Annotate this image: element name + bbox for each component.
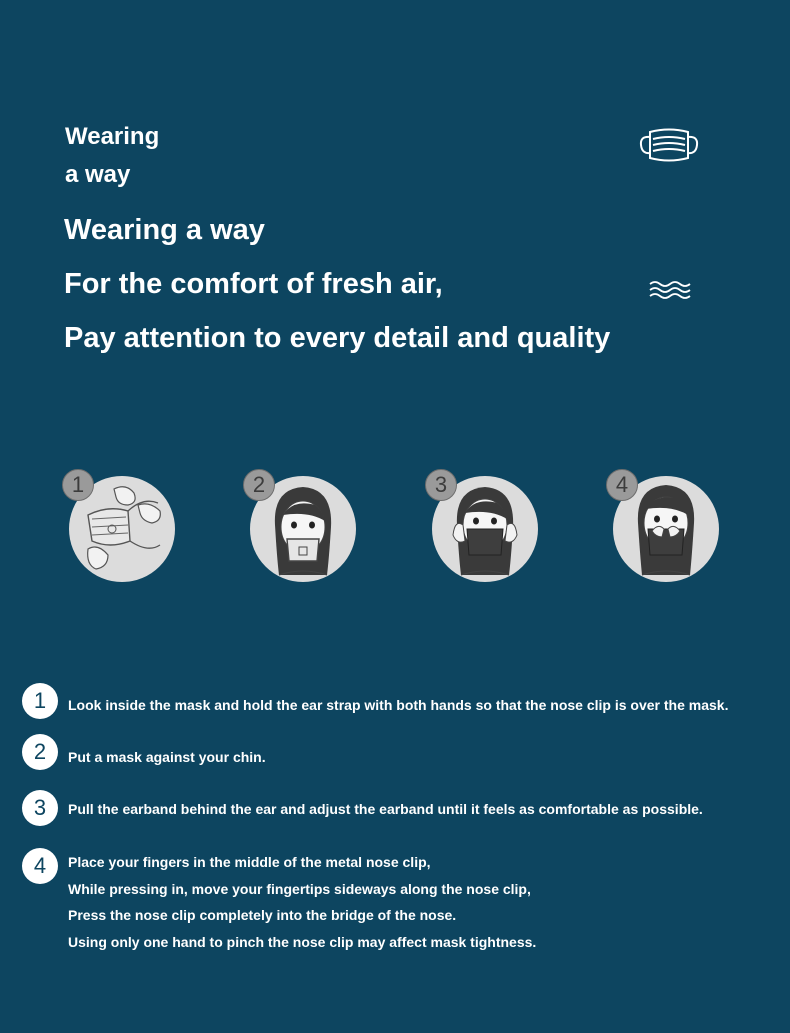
step-text <box>68 744 266 771</box>
step-figure-number: 3 <box>425 469 457 501</box>
step-text-line: Look inside the mask and hold the ear strap with both hands so that the nose clip is over the mask. <box>68 697 729 713</box>
step-figure-3 <box>431 472 539 583</box>
step-number-badge: 2 <box>22 734 58 770</box>
face-mask-icon <box>638 126 700 164</box>
step-figure-1 <box>68 472 176 583</box>
step-text <box>68 849 536 955</box>
step-text-line: Put a mask against your chin. <box>68 749 266 765</box>
step-number-badge: 4 <box>22 848 58 884</box>
headline-wearing: Wearing a way <box>64 214 265 246</box>
step-number-badge: 3 <box>22 790 58 826</box>
headline-quality: Pay attention to every detail and quality <box>64 322 611 354</box>
step-text-line: Press the nose clip completely into the bridge of the nose. <box>68 907 457 923</box>
step-text-line: Place your fingers in the middle of the metal nose clip, <box>68 854 431 870</box>
air-wave-icon <box>648 280 692 300</box>
section-title-line2: a way <box>65 161 131 188</box>
step-number-badge: 1 <box>22 683 58 719</box>
step-text-line: Pull the earband behind the ear and adjust the earband until it feels as comfortable as possible. <box>68 801 703 817</box>
step-text <box>68 796 703 823</box>
section-title-line1: Wearing <box>65 123 160 150</box>
step-text-line: Using only one hand to pinch the nose clip may affect mask tightness. <box>68 933 537 950</box>
section-title <box>65 118 159 194</box>
step-figure-number: 1 <box>62 469 94 501</box>
step-text <box>68 692 728 719</box>
step-figure-number: 4 <box>606 469 638 501</box>
step-figure-2 <box>249 472 357 583</box>
step-figure-4 <box>612 472 720 583</box>
headline-comfort: For the comfort of fresh air, <box>64 268 443 300</box>
step-text-line: While pressing in, move your fingertips sideways along the nose clip, <box>68 880 531 897</box>
step-figure-number: 2 <box>243 469 275 501</box>
